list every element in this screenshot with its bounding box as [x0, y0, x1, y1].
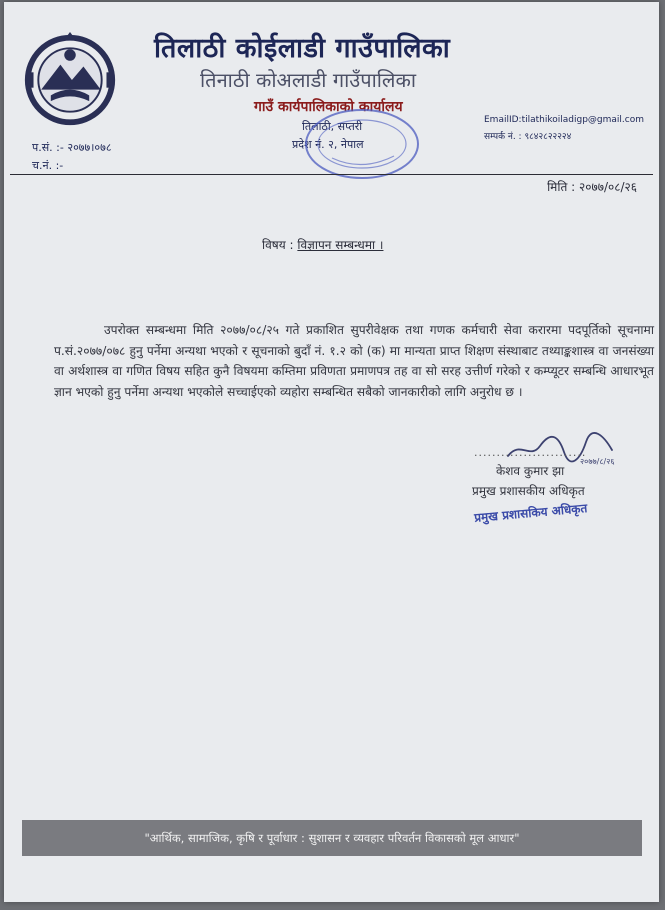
municipality-emblem-icon — [22, 32, 118, 128]
signature-date: २०७७/८/२६ — [580, 457, 615, 466]
municipality-name: तिलाठी कोईलाडी गाउँपालिका — [154, 33, 451, 64]
municipality-name-local-script: तिनाठी कोअलाडी गाउँपालिका — [200, 68, 417, 92]
office-seal-stamp-icon — [302, 106, 422, 182]
letter-page — [4, 2, 659, 902]
email-address: EmailID:tilathikoiladigp@gmail.com — [484, 115, 644, 125]
footer-motto-band — [22, 820, 642, 856]
signatory-name: केशव कुमार झा — [496, 464, 565, 478]
designation-stamp: प्रमुख प्रशासकिय अधिकृत — [473, 501, 588, 525]
office-name: गाउँ कार्यपालिकाको कार्यालय — [254, 99, 403, 115]
subject-label: विषय : — [262, 238, 294, 252]
footer-motto: "आर्थिक, सामाजिक, कृषि र पूर्वाधार : सुशासन र व्यवहार परिवर्तन विकासको मूल आधार" — [144, 830, 520, 845]
letter-reference-number: प.सं. :- २०७७।०७८ — [32, 141, 112, 154]
letter-date: मिति : २०७७/०८/२६ — [547, 180, 637, 194]
header-divider — [10, 174, 653, 175]
signatory-designation: प्रमुख प्रशासकीय अधिकृत — [472, 484, 585, 498]
dispatch-number: च.नं. :- — [32, 159, 64, 172]
contact-number: सम्पर्क नं. : ९८४२८२२२२४ — [484, 132, 572, 142]
letter-body-text: उपरोक्त सम्बन्धमा मिति २०७७/०८/२५ गते प्रकाशित सुपरीवेक्षक तथा गणक कर्मचारी सेवा करारमा पदपूर्तिको सूचनामा प.सं.२०७७/०७८ हुनु पर्नेमा अन्यथा भएको र सूचनाको बुदाँ नं. १.२ को (क) मा मान्यता प्राप्त शिक्षण संस्थाबाट तथ्याङ्कशास्त्र वा जनसंख्या वा अर्थशास्त्र वा गणित विषय सहित कुनै विषयमा कम्तिमा प्रविणता प्रमाणपत्र तह वा सो सरह उत्तीर्ण गरेको र कम्प्यूटर सम्बन्धि आधारभूत ज्ञान भएको हुनु पर्नेमा अन्यथा भएकोले सच्चाईएको व्यहोरा सम्बन्धित सबैको जानकारीको लागि अनुरोध छ । — [54, 323, 654, 399]
subject-text: विज्ञापन सम्बन्धमा । — [297, 238, 384, 252]
signature-line: ......................... — [474, 446, 587, 459]
address-line-1: तिलाठी, सप्तरी — [302, 120, 363, 133]
address-line-2: प्रदेश नं. २, नेपाल — [292, 138, 364, 151]
letter-body — [54, 320, 654, 402]
subject-line — [262, 236, 383, 253]
